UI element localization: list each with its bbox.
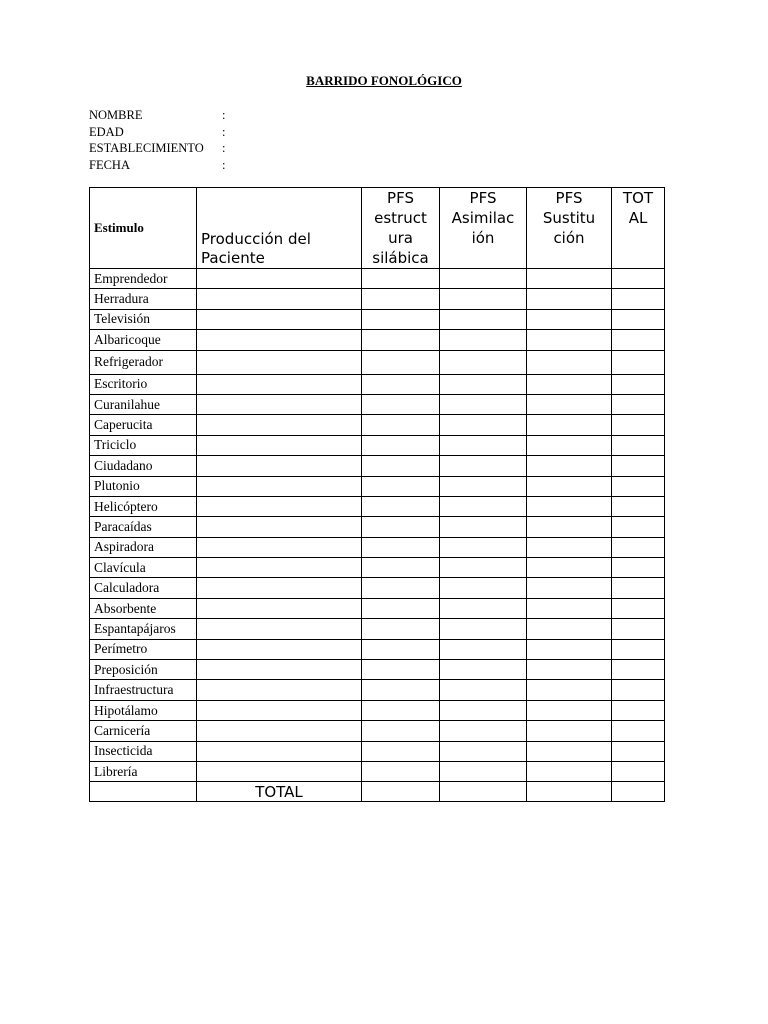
answer-cell[interactable] — [612, 350, 665, 374]
table-body — [90, 269, 665, 782]
answer-cell[interactable] — [440, 517, 527, 537]
answer-cell[interactable] — [612, 721, 665, 741]
answer-cell[interactable] — [440, 394, 527, 414]
stimulus-word: Herradura — [90, 289, 197, 309]
table-row — [90, 680, 665, 700]
answer-cell[interactable] — [362, 476, 440, 496]
field-label: FECHA — [89, 157, 130, 172]
answer-cell[interactable] — [527, 660, 612, 680]
answer-cell[interactable] — [440, 537, 527, 557]
answer-cell[interactable] — [527, 269, 612, 289]
answer-cell[interactable] — [440, 598, 527, 618]
stimulus-word: Preposición — [90, 660, 197, 680]
stimulus-word: Librería — [90, 761, 197, 781]
answer-cell[interactable] — [362, 680, 440, 700]
answer-cell[interactable] — [440, 639, 527, 659]
answer-cell[interactable] — [197, 476, 362, 496]
table-row — [90, 598, 665, 618]
answer-cell[interactable] — [197, 330, 362, 350]
answer-cell[interactable] — [612, 496, 665, 516]
table-row — [90, 374, 665, 394]
answer-cell[interactable] — [612, 476, 665, 496]
answer-cell[interactable] — [197, 517, 362, 537]
phonological-table — [89, 187, 665, 802]
stimulus-word: Aspiradora — [90, 537, 197, 557]
answer-cell[interactable] — [362, 537, 440, 557]
answer-cell[interactable] — [527, 289, 612, 309]
stimulus-word: Ciudadano — [90, 456, 197, 476]
table-row — [90, 350, 665, 374]
field-fecha — [89, 157, 226, 174]
answer-cell[interactable] — [197, 598, 362, 618]
answer-cell[interactable] — [440, 269, 527, 289]
answer-cell[interactable] — [362, 721, 440, 741]
table-row — [90, 289, 665, 309]
answer-cell[interactable] — [362, 639, 440, 659]
answer-cell[interactable] — [527, 330, 612, 350]
answer-cell[interactable] — [362, 309, 440, 329]
answer-cell[interactable] — [527, 476, 612, 496]
table-row — [90, 456, 665, 476]
answer-cell[interactable] — [440, 496, 527, 516]
answer-cell[interactable] — [527, 761, 612, 781]
answer-cell[interactable] — [440, 435, 527, 455]
answer-cell[interactable] — [612, 289, 665, 309]
answer-cell[interactable] — [440, 476, 527, 496]
answer-cell[interactable] — [362, 578, 440, 598]
table-row — [90, 578, 665, 598]
answer-cell[interactable] — [612, 761, 665, 781]
total-cell — [527, 782, 612, 802]
table-row — [90, 435, 665, 455]
answer-cell[interactable] — [527, 496, 612, 516]
answer-cell[interactable] — [197, 289, 362, 309]
stimulus-word: Carnicería — [90, 721, 197, 741]
answer-cell[interactable] — [527, 394, 612, 414]
stimulus-word: Escritorio — [90, 374, 197, 394]
answer-cell[interactable] — [440, 350, 527, 374]
answer-cell[interactable] — [362, 619, 440, 639]
table-row — [90, 721, 665, 741]
answer-cell[interactable] — [612, 578, 665, 598]
answer-cell[interactable] — [440, 741, 527, 761]
answer-cell[interactable] — [612, 619, 665, 639]
answer-cell[interactable] — [197, 309, 362, 329]
answer-cell[interactable] — [527, 435, 612, 455]
table-row — [90, 761, 665, 781]
answer-cell[interactable] — [362, 558, 440, 578]
table-row — [90, 619, 665, 639]
answer-cell[interactable] — [362, 435, 440, 455]
answer-cell[interactable] — [362, 330, 440, 350]
answer-cell[interactable] — [612, 537, 665, 557]
answer-cell[interactable] — [527, 350, 612, 374]
answer-cell[interactable] — [362, 660, 440, 680]
answer-cell[interactable] — [440, 415, 527, 435]
answer-cell[interactable] — [612, 330, 665, 350]
table-row — [90, 330, 665, 350]
answer-cell[interactable] — [197, 269, 362, 289]
field-separator: : — [222, 141, 226, 155]
stimulus-word: Caperucita — [90, 415, 197, 435]
field-separator: : — [222, 124, 226, 139]
field-label: EDAD — [89, 124, 124, 139]
answer-cell[interactable] — [527, 517, 612, 537]
answer-cell[interactable] — [440, 456, 527, 476]
answer-cell[interactable] — [440, 660, 527, 680]
total-cell — [612, 782, 665, 802]
answer-cell[interactable] — [527, 415, 612, 435]
answer-cell[interactable] — [612, 309, 665, 329]
answer-cell[interactable] — [612, 598, 665, 618]
answer-cell[interactable] — [527, 741, 612, 761]
answer-cell[interactable] — [527, 598, 612, 618]
answer-cell[interactable] — [527, 578, 612, 598]
header-row — [90, 188, 665, 269]
stimulus-word: Hipotálamo — [90, 700, 197, 720]
header-produccion: Producción del Paciente — [197, 188, 362, 269]
header-total: TOT AL — [612, 188, 665, 269]
field-establecimiento — [89, 140, 226, 157]
stimulus-word: Triciclo — [90, 435, 197, 455]
answer-cell[interactable] — [197, 700, 362, 720]
field-label: NOMBRE — [89, 108, 143, 122]
patient-info-fields — [89, 107, 226, 173]
answer-cell[interactable] — [362, 394, 440, 414]
answer-cell[interactable] — [612, 374, 665, 394]
stimulus-word: Espantapájaros — [90, 619, 197, 639]
stimulus-word: Infraestructura — [90, 680, 197, 700]
answer-cell[interactable] — [612, 741, 665, 761]
answer-cell[interactable] — [197, 435, 362, 455]
table-row — [90, 476, 665, 496]
total-empty-cell — [90, 782, 197, 802]
table-row — [90, 537, 665, 557]
answer-cell[interactable] — [612, 456, 665, 476]
header-estimulo: Estimulo — [90, 188, 197, 269]
table-row — [90, 496, 665, 516]
field-nombre — [89, 107, 226, 124]
table-row — [90, 741, 665, 761]
table-row — [90, 660, 665, 680]
stimulus-word: Plutonio — [90, 476, 197, 496]
header-pfs-estructura: PFS estruct ura silábica — [362, 188, 440, 269]
stimulus-word: Clavícula — [90, 558, 197, 578]
answer-cell[interactable] — [612, 394, 665, 414]
answer-cell[interactable] — [197, 415, 362, 435]
answer-cell[interactable] — [197, 537, 362, 557]
answer-cell[interactable] — [197, 721, 362, 741]
answer-cell[interactable] — [440, 578, 527, 598]
answer-cell[interactable] — [197, 350, 362, 374]
answer-cell[interactable] — [612, 435, 665, 455]
stimulus-word: Absorbente — [90, 598, 197, 618]
answer-cell[interactable] — [440, 721, 527, 741]
total-label: TOTAL — [197, 782, 362, 802]
answer-cell[interactable] — [527, 721, 612, 741]
answer-cell[interactable] — [440, 761, 527, 781]
stimulus-word: Perímetro — [90, 639, 197, 659]
table-row — [90, 517, 665, 537]
stimulus-word: Televisión — [90, 309, 197, 329]
stimulus-word: Calculadora — [90, 578, 197, 598]
answer-cell[interactable] — [362, 700, 440, 720]
answer-cell[interactable] — [527, 456, 612, 476]
answer-cell[interactable] — [197, 761, 362, 781]
answer-cell[interactable] — [197, 456, 362, 476]
answer-cell[interactable] — [612, 558, 665, 578]
answer-cell[interactable] — [440, 330, 527, 350]
answer-cell[interactable] — [612, 680, 665, 700]
stimulus-word: Albaricoque — [90, 330, 197, 350]
answer-cell[interactable] — [612, 660, 665, 680]
answer-cell[interactable] — [527, 537, 612, 557]
stimulus-word: Emprendedor — [90, 269, 197, 289]
table-row — [90, 394, 665, 414]
table-row — [90, 269, 665, 289]
answer-cell[interactable] — [197, 741, 362, 761]
answer-cell[interactable] — [440, 374, 527, 394]
answer-cell[interactable] — [440, 558, 527, 578]
answer-cell[interactable] — [362, 598, 440, 618]
total-cell — [440, 782, 527, 802]
table-row — [90, 558, 665, 578]
answer-cell[interactable] — [440, 309, 527, 329]
answer-cell[interactable] — [440, 289, 527, 309]
answer-cell[interactable] — [197, 496, 362, 516]
answer-cell[interactable] — [440, 700, 527, 720]
answer-cell[interactable] — [197, 374, 362, 394]
answer-cell[interactable] — [527, 374, 612, 394]
answer-cell[interactable] — [527, 309, 612, 329]
table-row — [90, 415, 665, 435]
field-edad — [89, 124, 226, 141]
answer-cell[interactable] — [362, 374, 440, 394]
answer-cell[interactable] — [612, 415, 665, 435]
stimulus-word: Insecticida — [90, 741, 197, 761]
answer-cell[interactable] — [612, 700, 665, 720]
answer-cell[interactable] — [197, 639, 362, 659]
answer-cell[interactable] — [527, 680, 612, 700]
answer-cell[interactable] — [440, 680, 527, 700]
total-cell — [362, 782, 440, 802]
stimulus-word: Paracaídas — [90, 517, 197, 537]
answer-cell[interactable] — [440, 619, 527, 639]
answer-cell[interactable] — [362, 350, 440, 374]
answer-cell[interactable] — [197, 619, 362, 639]
answer-cell[interactable] — [197, 578, 362, 598]
answer-cell[interactable] — [362, 761, 440, 781]
answer-cell[interactable] — [362, 517, 440, 537]
field-separator: : — [222, 108, 226, 122]
stimulus-word: Refrigerador — [90, 350, 197, 374]
answer-cell[interactable] — [362, 741, 440, 761]
answer-cell[interactable] — [527, 700, 612, 720]
answer-cell[interactable] — [527, 619, 612, 639]
stimulus-word: Curanilahue — [90, 394, 197, 414]
header-pfs-asimilacion: PFS Asimilac ión — [440, 188, 527, 269]
table-row — [90, 639, 665, 659]
total-row — [90, 782, 665, 802]
answer-cell[interactable] — [197, 680, 362, 700]
answer-cell[interactable] — [612, 639, 665, 659]
answer-cell[interactable] — [612, 269, 665, 289]
answer-cell[interactable] — [362, 456, 440, 476]
answer-cell[interactable] — [197, 394, 362, 414]
answer-cell[interactable] — [362, 289, 440, 309]
stimulus-word: Helicóptero — [90, 496, 197, 516]
field-separator: : — [222, 157, 226, 172]
answer-cell[interactable] — [527, 558, 612, 578]
answer-cell[interactable] — [612, 517, 665, 537]
header-pfs-sustitucion: PFS Sustitu ción — [527, 188, 612, 269]
answer-cell[interactable] — [362, 496, 440, 516]
answer-cell[interactable] — [197, 660, 362, 680]
document-title: BARRIDO FONOLÓGICO — [306, 73, 462, 88]
answer-cell[interactable] — [527, 639, 612, 659]
answer-cell[interactable] — [362, 415, 440, 435]
table-row — [90, 309, 665, 329]
answer-cell[interactable] — [362, 269, 440, 289]
table-row — [90, 700, 665, 720]
answer-cell[interactable] — [197, 558, 362, 578]
field-label: ESTABLECIMIENTO — [89, 141, 204, 155]
